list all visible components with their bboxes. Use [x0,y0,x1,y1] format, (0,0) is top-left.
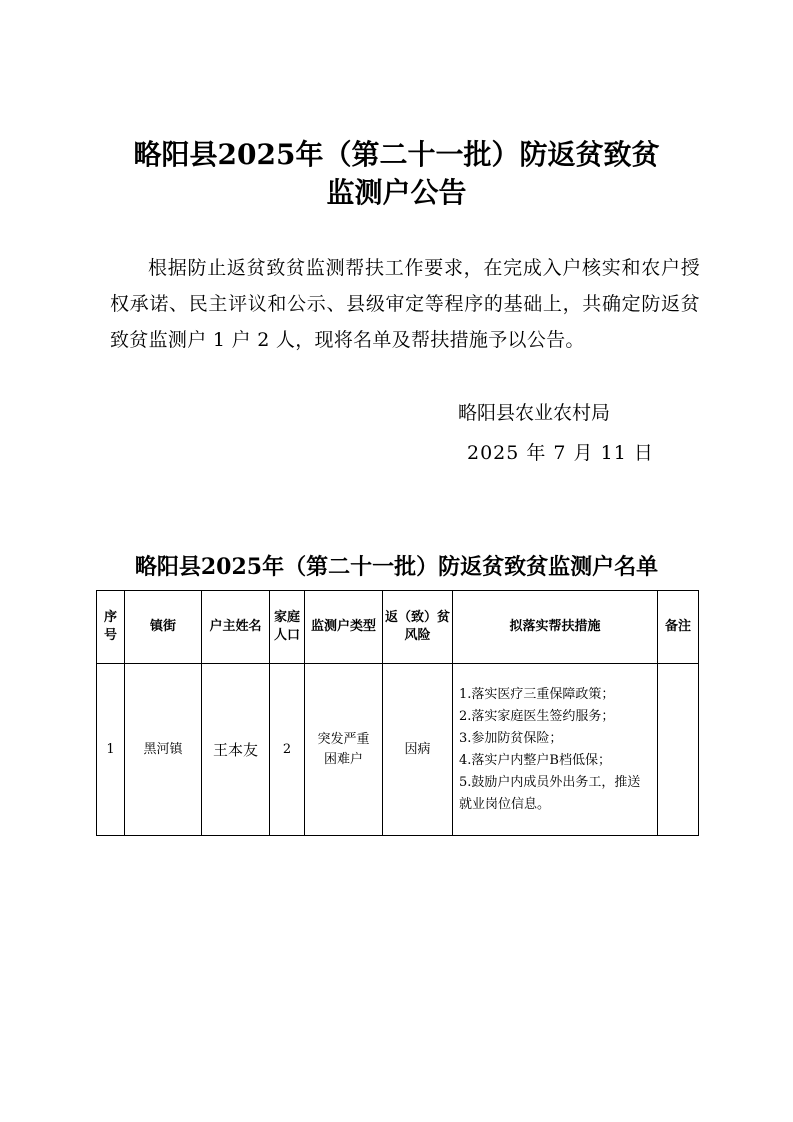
header-risk: 返（致）贫风险 [383,591,453,664]
header-index: 序号 [97,591,125,664]
notice-paragraph: 根据防止返贫致贫监测帮扶工作要求，在完成入户核实和农户授权承诺、民主评议和公示、县级审定等程序的基础上，共确定防返贫致贫监测户 1 户 2 人，现将名单及帮扶措施予以公告。 [110,257,700,351]
table-row [97,664,699,836]
cell-type: 突发严重困难户 [305,664,383,836]
notice-title-line1: 略阳县2025年（第二十一批）防返贫致贫 [133,138,660,171]
cell-town: 黑河镇 [125,664,202,836]
measure-item: 4.落实户内整户B档低保； [459,752,611,768]
header-remark: 备注 [658,591,699,664]
cell-risk: 因病 [383,664,453,836]
measure-item: 1.落实医疗三重保障政策； [459,686,615,702]
header-town: 镇街 [125,591,202,664]
table-header-row [97,591,699,664]
issue-date: 2025 年 7 月 11 日 [467,442,654,464]
header-householder: 户主姓名 [202,591,270,664]
monitoring-household-table [96,590,699,836]
issuing-authority: 略阳县农业农村局 [458,402,611,424]
header-measures: 拟落实帮扶措施 [453,591,658,664]
cell-remark [658,664,699,836]
measure-item: 5.鼓励户内成员外出务工，推送就业岗位信息。 [459,774,641,812]
header-family-size: 家庭人口 [270,591,305,664]
header-type: 监测户类型 [305,591,383,664]
cell-family-size: 2 [270,664,305,836]
cell-householder: 王本友 [202,664,270,836]
list-title: 略阳县2025年（第二十一批）防返贫致贫监测户名单 [134,554,659,580]
measure-item: 2.落实家庭医生签约服务； [459,708,615,724]
cell-measures [453,664,658,836]
cell-index: 1 [97,664,125,836]
measure-item: 3.参加防贫保险； [459,730,563,746]
notice-title-line2: 监测户公告 [326,176,467,209]
